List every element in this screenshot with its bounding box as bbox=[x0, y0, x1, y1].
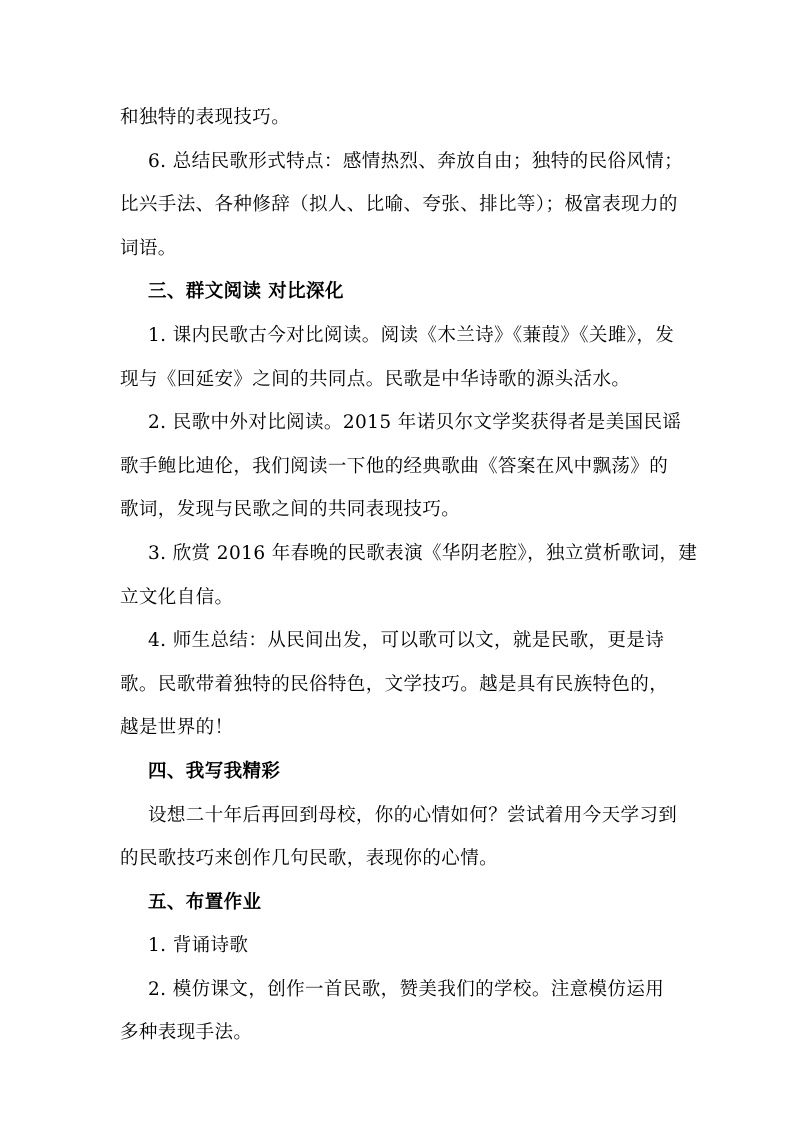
section-heading-4: 四、我写我精彩 bbox=[148, 760, 281, 782]
paragraph-line: 歌。民歌带着独特的民俗特色，文学技巧。越是具有民族特色的， bbox=[120, 673, 669, 695]
paragraph-line: 现与《回延安》之间的共同点。民歌是中华诗歌的源头活水。 bbox=[120, 368, 631, 390]
paragraph-line: 多种表现手法。 bbox=[120, 1022, 253, 1044]
paragraph-line: 歌词，发现与民歌之间的共同表现技巧。 bbox=[120, 499, 461, 521]
list-item-2: 2. 民歌中外对比阅读。2015 年诺贝尔文学奖获得者是美国民谣 bbox=[148, 412, 682, 434]
paragraph-line: 比兴手法、各种修辞（拟人、比喻、夸张、排比等）；极富表现力的 bbox=[120, 194, 678, 216]
paragraph-line: 词语。 bbox=[120, 237, 177, 259]
paragraph-line: 歌手鲍比迪伦，我们阅读一下他的经典歌曲《答案在风中飘荡》的 bbox=[120, 455, 669, 477]
list-item-1: 1. 课内民歌古今对比阅读。阅读《木兰诗》《蒹葭》《关雎》，发 bbox=[148, 324, 675, 346]
paragraph-line: 立文化自信。 bbox=[120, 586, 234, 608]
section-heading-3: 三、群文阅读 对比深化 bbox=[148, 281, 344, 303]
homework-item-1: 1. 背诵诗歌 bbox=[148, 935, 249, 957]
paragraph-line: 的民歌技巧来创作几句民歌，表现你的心情。 bbox=[120, 848, 499, 870]
list-item-3: 3. 欣赏 2016 年春晚的民歌表演《华阴老腔》，独立赏析歌词，建 bbox=[148, 542, 698, 564]
paragraph-line: 和独特的表现技巧。 bbox=[120, 107, 291, 128]
paragraph-line: 越是世界的！ bbox=[120, 717, 234, 739]
section-heading-5: 五、布置作业 bbox=[148, 891, 262, 913]
list-item-4: 4. 师生总结：从民间出发，可以歌可以文，就是民歌，更是诗 bbox=[148, 630, 665, 652]
document-page bbox=[120, 96, 698, 1055]
paragraph-line: 设想二十年后再回到母校，你的心情如何？尝试着用今天学习到 bbox=[148, 804, 678, 826]
list-item-6: 6. 总结民歌形式特点：感情热烈、奔放自由；独特的民俗风情； bbox=[148, 150, 684, 172]
homework-item-2: 2. 模仿课文，创作一首民歌，赞美我们的学校。注意模仿运用 bbox=[148, 978, 665, 1000]
